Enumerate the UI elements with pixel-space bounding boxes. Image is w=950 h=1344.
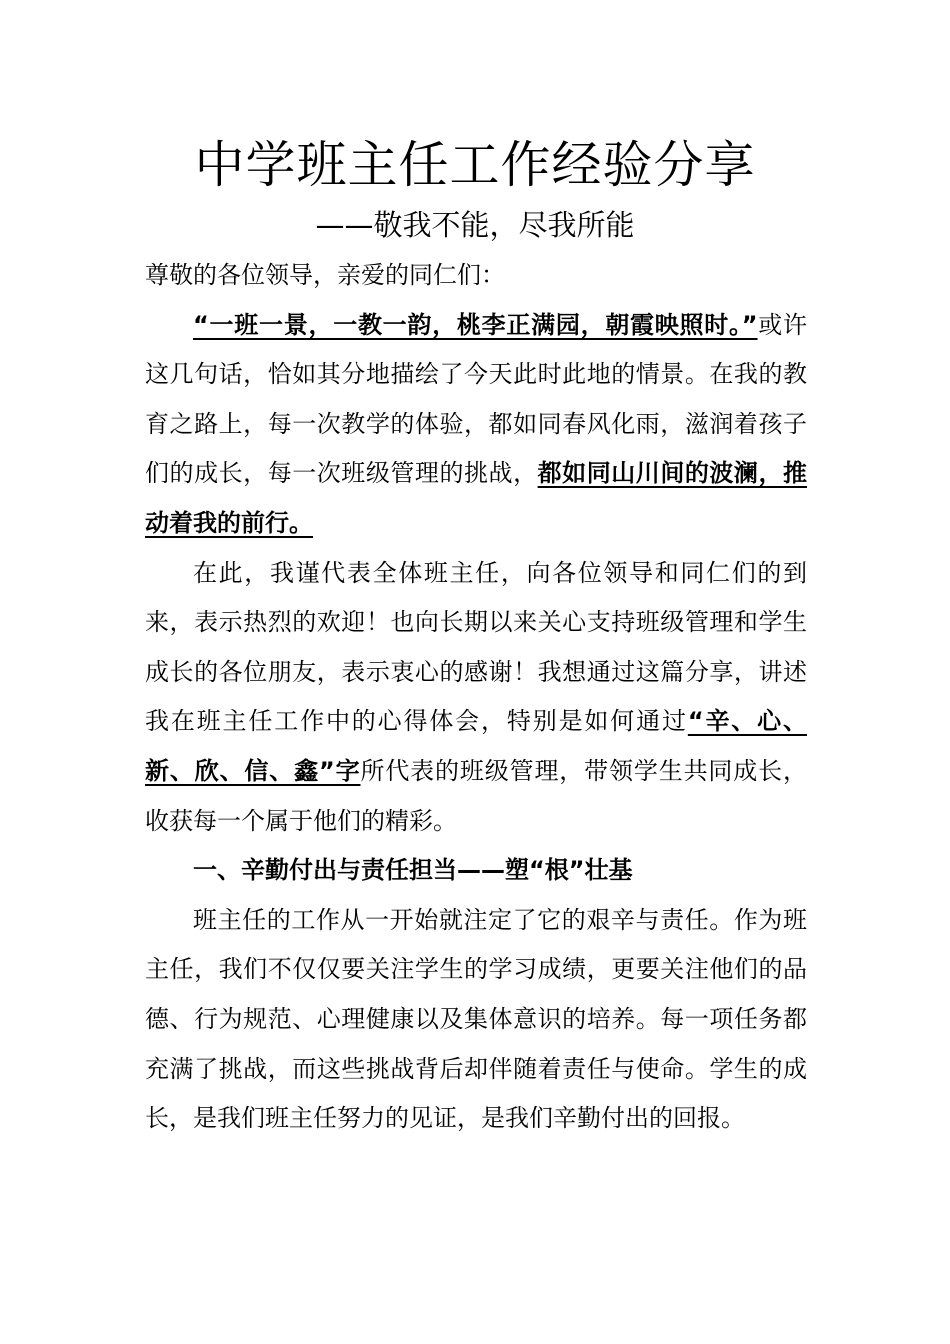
welcome-text-before: 在此，我谨代表全体班主任，向各位领导和同仁们的到来，表示热烈的欢迎！也向长期以来关心支持班级管理和学生成长的各位朋友，表示衷心的感谢！我想通过这篇分享，讲述我在班主任工作中的心得体会，特别是如何通过 [145, 558, 807, 736]
paragraph-welcome [145, 549, 807, 847]
document-title: 中学班主任工作经验分享 [194, 136, 756, 194]
welcome-text-after: 所代表的班级管理，带领学生共同成长，收获每一个属于他们的精彩。 [145, 756, 807, 835]
section-1-paragraph: 班主任的工作从一开始就注定了它的艰辛与责任。作为班主任，我们不仅仅要关注学生的学习成绩，更要关注他们的品德、行为规范、心理健康以及集体意识的培养。每一项任务都充满了挑战，而这些挑战背后却伴随着责任与使命。学生的成长，是我们班主任努力的见证，是我们辛勤付出的回报。 [145, 905, 807, 1133]
salutation: 尊敬的各位领导，亲爱的同仁们： [145, 261, 505, 289]
paragraph-opening [145, 301, 807, 549]
opening-quote: “一班一景，一教一韵，桃李正满园，朝霞映照时。” [193, 310, 758, 339]
opening-text: 或许这几句话，恰如其分地描绘了今天此时此地的情景。在我的教育之路上，每一次教学的体验，都如同春风化雨，滋润着孩子们的成长，每一次班级管理的挑战， [145, 310, 808, 488]
document-body [145, 251, 807, 1144]
document-subtitle: ——敬我不能，尽我所能 [315, 208, 635, 242]
opening-emphasis: 都如同山川间的波澜，推动着我的前行。 [145, 459, 808, 537]
section-heading-1: 一、辛勤付出与责任担当——塑“根”壮基 [193, 856, 633, 885]
welcome-emphasis: “辛、心、新、欣、信、鑫”字 [145, 707, 807, 785]
